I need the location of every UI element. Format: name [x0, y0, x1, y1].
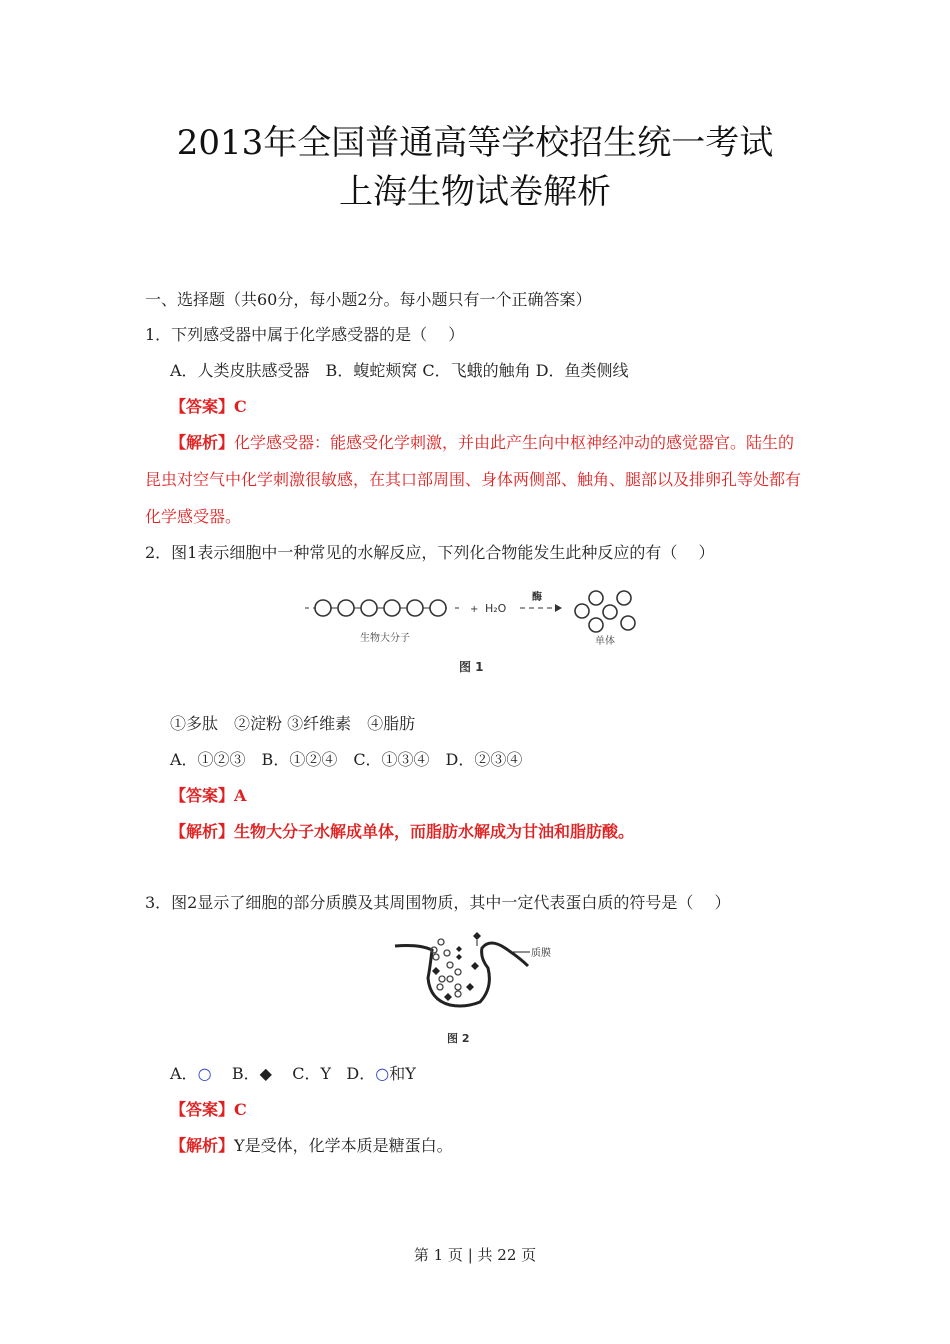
q1-explanation: [145, 424, 810, 535]
option-d: D．: [346, 1064, 376, 1083]
macromolecule-label: 生物大分子: [360, 633, 410, 644]
title-line-1: 2013年全国普通高等学校招生统一考试: [176, 123, 774, 163]
answer-value: C: [234, 1100, 247, 1119]
answer-value: C: [234, 397, 247, 416]
option-b: B．: [231, 1064, 260, 1083]
explanation-text: Y是受体，化学本质是糖蛋白。: [234, 1136, 453, 1155]
q1-answer: [170, 397, 247, 417]
answer-tag: 【答案】: [170, 1100, 235, 1119]
answer-value: A: [234, 786, 247, 805]
q2-items: ①多肽 ②淀粉 ③纤维素 ④脂肪: [170, 714, 416, 733]
q2-options: A．①②③ B．①②④ C．①③④ D．②③④: [170, 750, 523, 769]
answer-tag: 【答案】: [170, 397, 235, 416]
figure-1-caption: 图 1: [459, 660, 484, 674]
monomer-label: 单体: [595, 636, 615, 647]
circle-symbol: ○: [375, 1064, 390, 1083]
q1-stem: 1．下列感受器中属于化学感受器的是（ ）: [145, 325, 465, 344]
section-header: 一、选择题（共60分，每小题2分。每小题只有一个正确答案）: [145, 290, 592, 309]
option-c: C．Y: [292, 1064, 332, 1083]
q2-explanation: [170, 822, 634, 842]
explanation-text: 生物大分子水解成单体，而脂肪水解成为甘油和脂肪酸。: [234, 822, 635, 841]
svg-text:+: +: [470, 604, 479, 615]
figure-1-hydrolysis: [295, 583, 655, 678]
page-footer: 第 1 页 | 共 22 页: [413, 1246, 537, 1264]
title-line-2: 上海生物试卷解析: [339, 172, 611, 212]
q3-stem: 3．图2显示了细胞的部分质膜及其周围物质，其中一定代表蛋白质的符号是（ ）: [145, 893, 731, 912]
explain-tag: 【解析】: [170, 822, 235, 841]
water-label: H₂O: [485, 602, 507, 615]
q2-answer: [170, 786, 246, 806]
figure-2-caption: 图 2: [447, 1032, 470, 1045]
answer-tag: 【答案】: [170, 786, 235, 805]
figure-2-membrane: [390, 928, 570, 1048]
q3-options: [170, 1064, 416, 1084]
membrane-label: 质膜: [531, 948, 551, 959]
circle-symbol: ○: [197, 1064, 212, 1083]
explain-tag: 【解析】: [170, 433, 235, 452]
q2-stem: 2．图1表示细胞中一种常见的水解反应，下列化合物能发生此种反应的有（ ）: [145, 543, 715, 562]
enzyme-label: 酶: [532, 592, 542, 603]
option-a: A．: [170, 1064, 198, 1083]
option-d-suffix: 和Y: [389, 1064, 416, 1083]
explain-tag: 【解析】: [170, 1136, 235, 1155]
q3-explanation: [170, 1136, 453, 1156]
q3-answer: [170, 1100, 247, 1120]
diamond-symbol: ◆: [259, 1064, 272, 1083]
explanation-text: 化学感受器：能感受化学刺激，并由此产生向中枢神经冲动的感觉器官。陆生的昆虫对空气中化学刺激很敏感，在其口部周围、身体两侧部、触角、腿部以及排卵孔等处都有化学感受器。: [145, 433, 802, 526]
q1-options: A．人类皮肤感受器 B．蝮蛇颊窝 C．飞蛾的触角 D．鱼类侧线: [170, 361, 629, 380]
